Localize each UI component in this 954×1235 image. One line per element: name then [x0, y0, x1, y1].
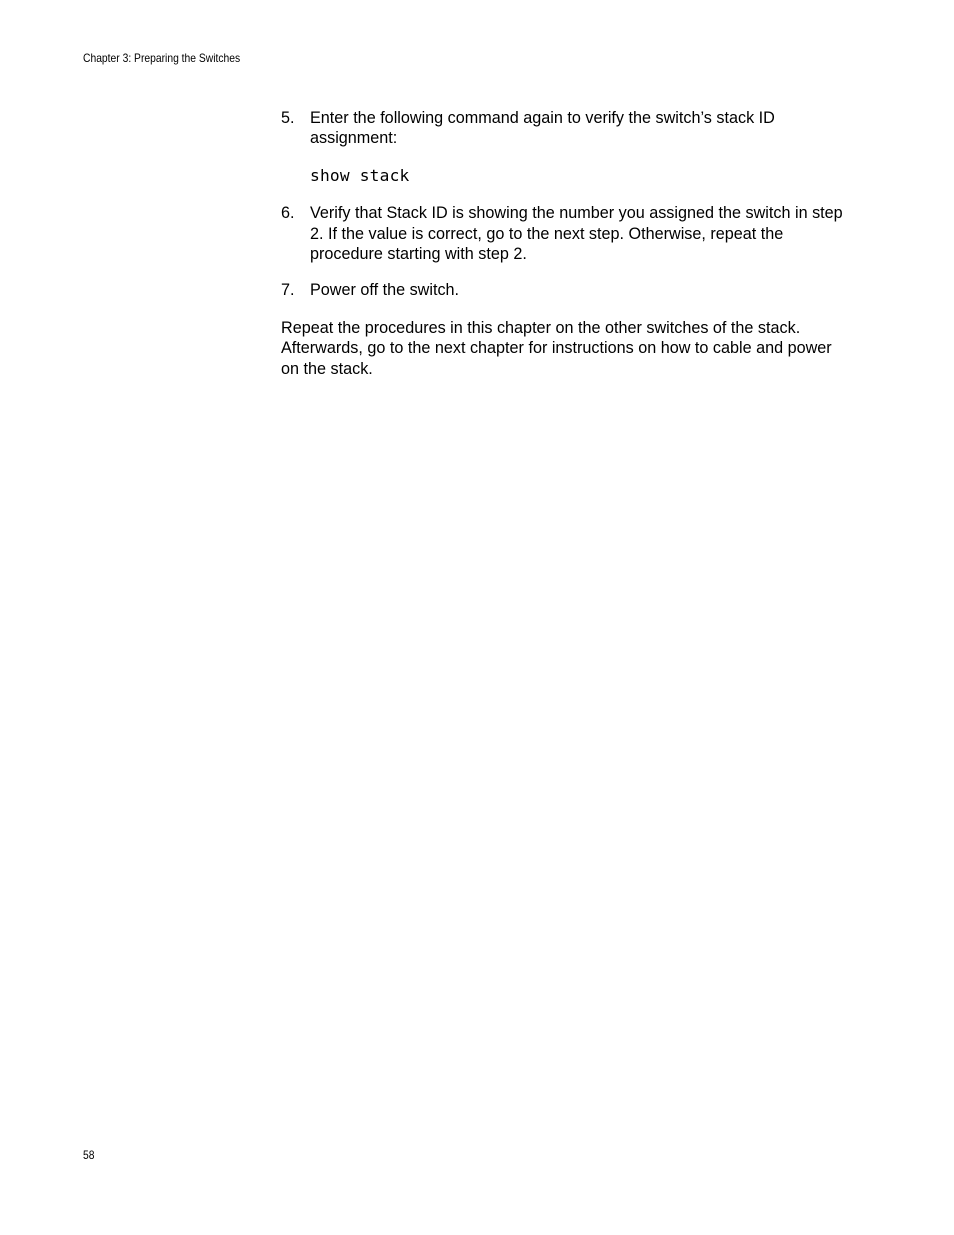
step-text: Power off the switch. — [310, 281, 460, 300]
step-number: 6. — [281, 204, 295, 223]
step-number: 7. — [281, 281, 295, 300]
step-text: Enter the following command again to verify the switch’s stack ID assignment: — [310, 109, 775, 148]
page-number: 58 — [83, 1148, 95, 1162]
step-item-6 — [281, 203, 853, 264]
step-item-5 — [281, 108, 853, 149]
command-example: show stack — [310, 165, 410, 185]
running-head: Chapter 3: Preparing the Switches — [83, 51, 241, 65]
step-number: 5. — [281, 109, 295, 127]
page-content — [281, 108, 853, 395]
step-item-7 — [281, 280, 853, 300]
closing-paragraph: Repeat the procedures in this chapter on the other switches of the stack. Afterwards, go to the next chapter for instructions on how to cable and power on the stack. — [281, 318, 832, 378]
step-text: Verify that Stack ID is showing the number you assigned the switch in step 2. If the value is correct, go to the next step. Otherwise, repeat the procedure starting with step 2. — [310, 204, 843, 264]
